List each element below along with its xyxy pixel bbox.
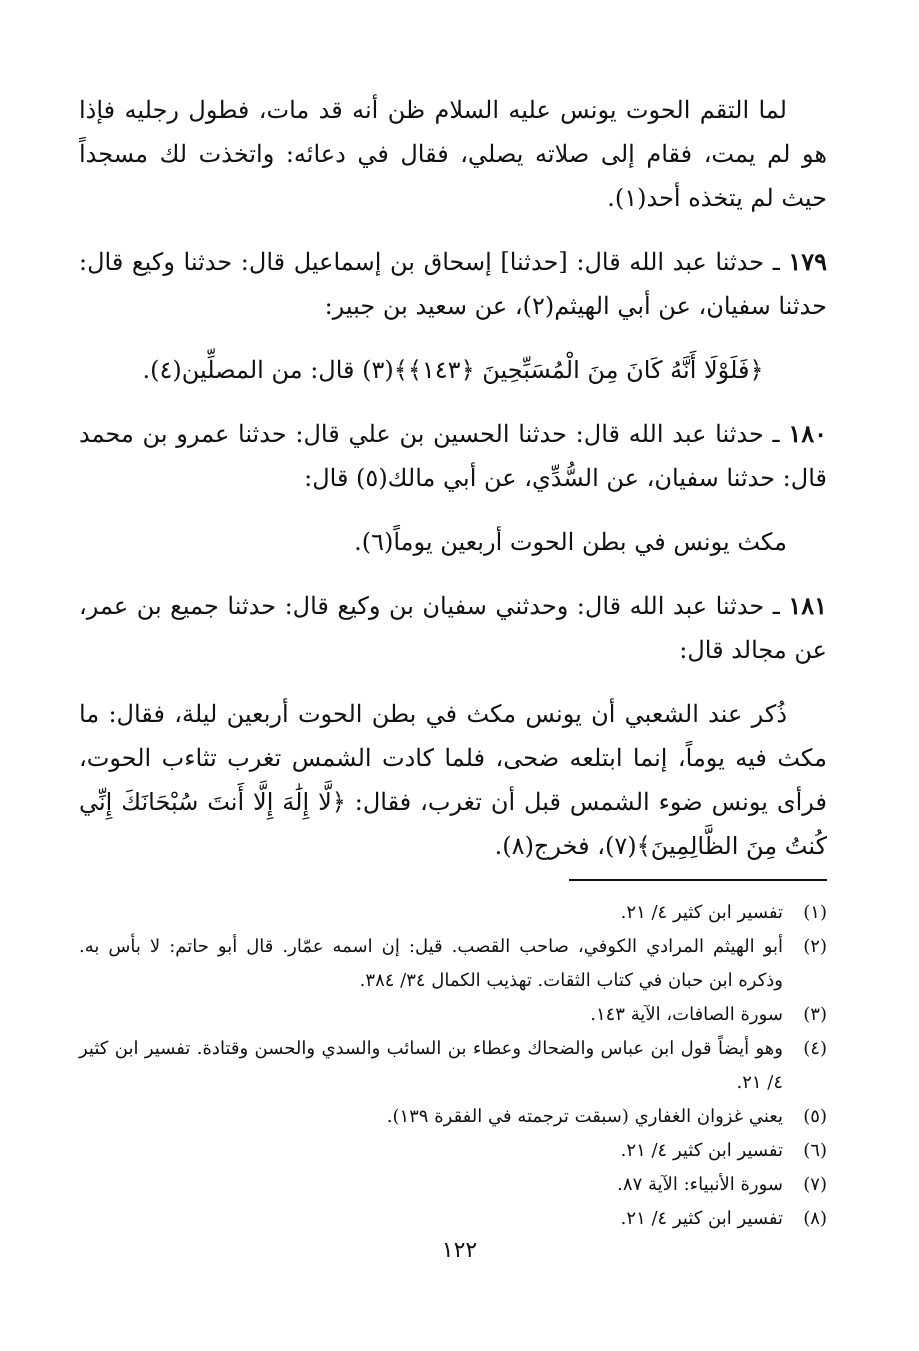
footnote-text: سورة الصافات، الآية ١٤٣. [590,1004,783,1025]
paragraph-text: ذُكر عند الشعبي أن يونس مكث في بطن الحوت أربعين ليلة، فقال: ما مكث فيه يوماً، إنما ابتلعه ضحى، فلما كادت الشمس تغرب تثاءب الحوت، فرأى يونس ضوء الشمس قبل أن تغرب، فقال: [79,700,828,816]
footnote-number: (٣) [803,1004,827,1025]
narration-text: ـ حدثنا عبد الله قال: [حدثنا] إسحاق بن إسماعيل قال: حدثنا وكيع قال: حدثنا سفيان، عن أبي الهيثم(٢)، عن سعيد بن جبير: [79,248,827,320]
paragraph-text: مكث يونس في بطن الحوت أربعين يوماً(٦). [354,528,787,556]
narration-number: ١٨١ [788,591,827,620]
quran-verse-line [79,348,827,392]
quran-quote: ﴿لَّا إِلَٰهَ إِلَّا أَنتَ سُبْحَانَكَ إِنِّي كُنتُ مِنَ الظَّالِمِينَ﴾ [79,788,827,860]
footnote-text: يعني غزوان الغفاري (سبقت ترجمته في الفقرة ١٣٩). [386,1106,783,1127]
footnote [79,1134,827,1168]
footnote-number: (٥) [803,1106,827,1127]
footnote-text: وهو أيضاً قول ابن عباس والضحاك وعطاء بن السائب والسدي والحسن وقتادة. تفسير ابن كثير ٤/ ٢١. [79,1038,783,1093]
main-text [79,88,827,888]
footnote-divider [569,879,827,881]
narration-181 [79,584,827,672]
footnote [79,1202,827,1236]
narration-180 [79,412,827,500]
footnote-number: (٢) [803,936,827,957]
footnote-number: (٦) [803,1140,827,1161]
narration-text: ـ حدثنا عبد الله قال: حدثنا الحسين بن علي قال: حدثنا عمرو بن محمد قال: حدثنا سفيان، عن السُّدِّي، عن أبي مالك(٥) قال: [79,420,827,492]
page-number: ١٢٢ [441,1238,478,1263]
narration-number: ١٧٩ [788,247,827,276]
paragraph-text-181 [79,692,827,868]
footnote-number: (١) [803,902,827,923]
footnote [79,896,827,930]
narration-179 [79,240,827,328]
narration-number: ١٨٠ [788,419,827,448]
footnote [79,1100,827,1134]
footnote-text: تفسير ابن كثير ٤/ ٢١. [620,1208,783,1229]
footnote-number: (٨) [803,1208,827,1229]
footnote [79,1168,827,1202]
paragraph-text: لما التقم الحوت يونس عليه السلام ظن أنه قد مات، فطول رجليه فإذا هو لم يمت، فقام إلى صلاته يصلي، فقال في دعائه: واتخذت لك مسجداً حيث لم يتخذه أحد(١). [79,96,827,212]
footnote-text: تفسير ابن كثير ٤/ ٢١. [620,1140,783,1161]
footnote-text: سورة الأنبياء: الآية ٨٧. [617,1174,783,1195]
verse-commentary: (٣) قال: من المصلِّين(٤). [142,356,394,384]
footnote [79,1032,827,1100]
paragraph-text-180 [79,520,827,564]
paragraph-text-end: (٧)، فخرج(٨). [494,832,637,860]
footnote [79,930,827,998]
quran-quote: ﴿فَلَوْلَا أَنَّهُ كَانَ مِنَ الْمُسَبِّحِينَ ﴿١٤٣﴾﴾ [393,356,764,384]
footnote-text: أبو الهيثم المرادي الكوفي، صاحب القصب. قيل: إن اسمه عمّار. قال أبو حاتم: لا بأس به. وذكره ابن حبان في كتاب الثقات. تهذيب الكمال ٣٤/ ٣٨٤. [79,936,783,991]
paragraph-intro [79,88,827,220]
footnotes [79,896,827,1236]
footnote-text: تفسير ابن كثير ٤/ ٢١. [620,902,783,923]
footnote-number: (٤) [803,1038,827,1059]
narration-text: ـ حدثنا عبد الله قال: وحدثني سفيان بن وكيع قال: حدثنا جميع بن عمر، عن مجالد قال: [79,592,827,664]
footnote [79,998,827,1032]
footnote-number: (٧) [803,1174,827,1195]
